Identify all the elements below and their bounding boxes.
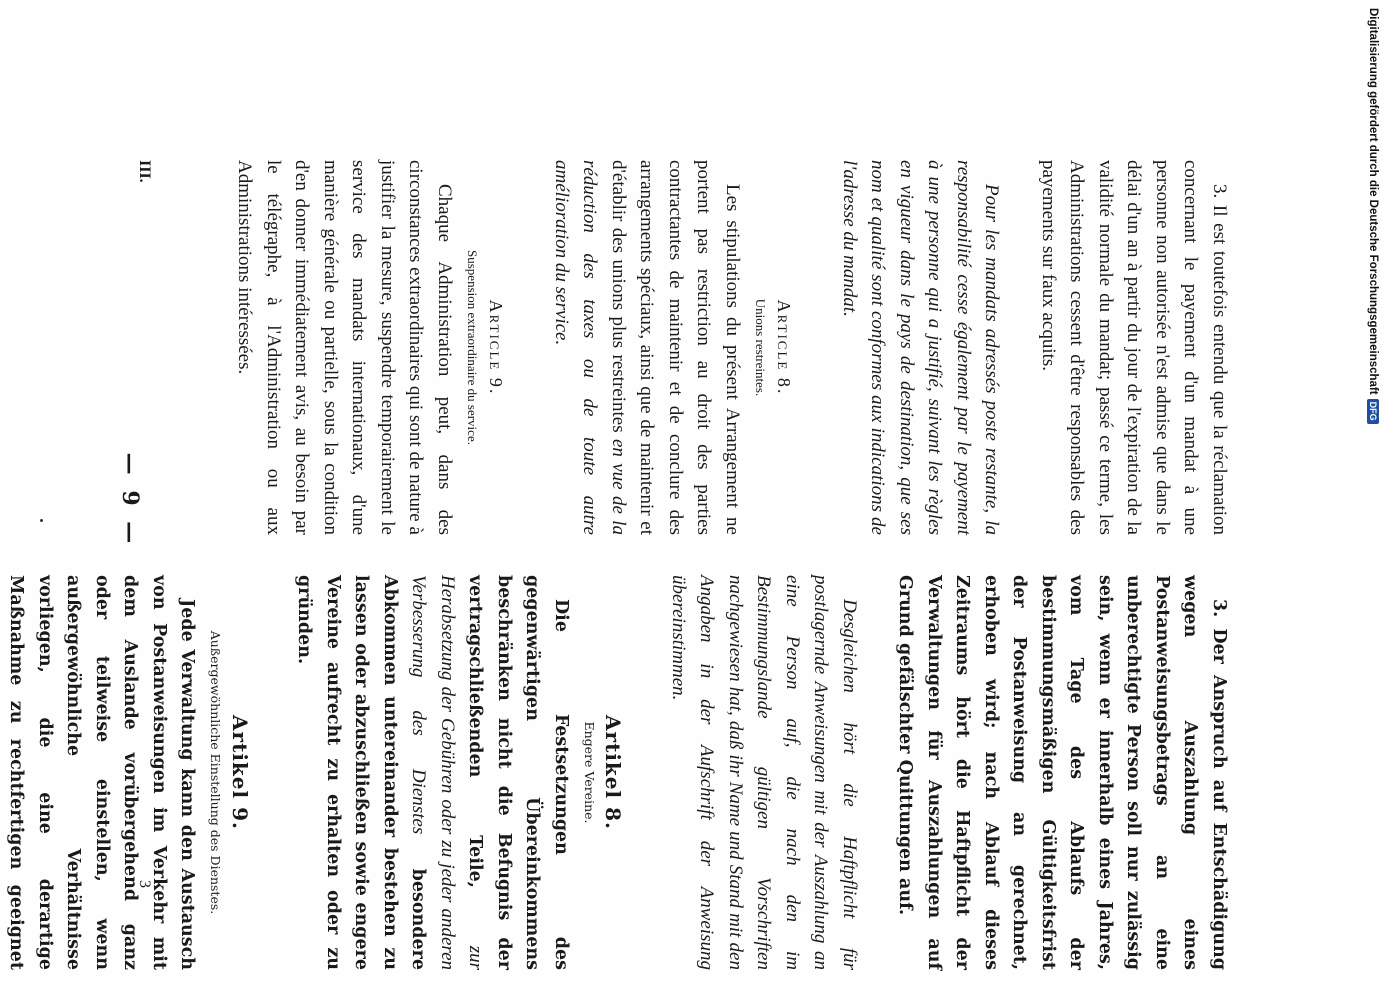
de-article-8-text-a: Die Festsetzungen des gegenwärtigen Übereinkommens beschränken nicht die Befugnis der vertragschließenden Teile, xyxy=(465,575,571,970)
fr-paragraph-poste-restante: Pour les mandats adressés poste restante, la responsabilité cesse également par le payement à une personne qui a justifié, suivant les règles en vigueur dans le pays de destination, que ses nom et qualité sont conformes aux indications de l'adresse du mandat. xyxy=(839,160,1003,535)
de-article-8-title: Artikel 8. xyxy=(601,715,626,830)
fr-article-9-title: Article 9. xyxy=(486,299,507,396)
de-article-8-text-b: besondere Abkommen untereinander bestehen zu lassen oder abzuschließen sowie engere Vereine aufrecht zu erhalten oder zu gründen. xyxy=(294,575,429,971)
signature-mark-left: III. xyxy=(136,160,153,183)
french-column xyxy=(230,160,1233,535)
de-article-8-body xyxy=(290,575,575,970)
page-number: — 9 — xyxy=(117,452,143,548)
scan-speck xyxy=(40,519,43,522)
digitization-credit xyxy=(1359,0,1383,1000)
signature-mark-right: 3 xyxy=(136,880,153,888)
fr-article-8-italic: en vue de la réduction des taxes ou de toute autre amélioration du service. xyxy=(551,160,629,536)
fr-article-8-body xyxy=(547,160,747,535)
de-paragraph-postlagernd: Desgleichen hört die Haftpflicht für postlagernde Anweisungen mit der Auszahlung an eine Person auf, die nach den im Bestimmungslande gültigen Vorschriften nachgewiesen hat, daß ihr Name und Stand mit den Angaben in der Aufschrift der Anweisung übereinstimmen. xyxy=(668,575,860,970)
de-article-8-subtitle: Engere Vereine. xyxy=(582,721,597,824)
credit-text: Digitalisierung gefördert durch die Deutsche Forschungsgemeinschaft xyxy=(1367,8,1379,395)
de-paragraph-3: 3. Der Anspruch auf Entschädigung wegen Auszahlung eines Postanweisungsbetrags an eine unberechtigte Person soll nur zulässig sein, wenn er innerhalb eines Jahres, vom Tage des Ablaufs der bestimmungsmäßigen Gültigkeitsfrist der Postanweisung an gerechnet, erhoben wird; nach Ablauf dieses Zeitraums hört die Haftpflicht der Verwaltungen für Auszahlungen auf Grund gefälschter Quittungen auf. xyxy=(895,575,1229,970)
dfg-logo: DFG xyxy=(1367,399,1379,424)
fr-article-8-title: Article 8. xyxy=(774,299,795,396)
de-article-9-title: Artikel 9. xyxy=(228,715,252,830)
fr-article-9-body: Chaque Administration peut, dans des circonstances extraordinaires qui sont de nature à justifier la mesure, suspendre temporairement le service des mandats internationaux, d'une manière générale ou partielle, sous la condition d'en donner immédiatement avis, au besoin par le télégraphe, à l'Administration ou aux Administrations intéressées. xyxy=(234,160,455,535)
fr-article-9-subtitle: Suspension extraordinaire du service. xyxy=(465,250,480,445)
fr-paragraph-3: 3. Il est toutefois entendu que la réclamation concernant le payement d'un mandat à une personne non autorisée n'est admise que dans le délai d'un an à partir du jour de l'expiration de la validité normale du mandat; passé ce terme, les Administrations cessent d'être responsables des payements sur faux acquits. xyxy=(1038,160,1230,535)
de-article-8-italic: zur Herabsetzung der Gebühren oder zu jeder anderen Verbesserung des Dienstes xyxy=(408,575,487,970)
german-column xyxy=(0,575,1233,970)
de-article-9-body: Jede Verwaltung kann den Austausch von Postanweisungen im Verkehr mit dem Auslande vorübergehend ganz oder teilweise einstellen, wenn außergewöhnliche Verhältnisse vorliegen, die eine derartige Maßnahme zu rechtfertigen geeignet xyxy=(6,575,198,970)
de-article-9-subtitle: Außergewöhnliche Einstellung des Dienstes. xyxy=(208,630,224,915)
fr-article-8-subtitle: Unions restreintes. xyxy=(753,298,768,397)
fr-article-8-text: Les stipulations du présent Arrangement ne portent pas restriction au droit des parties contractantes de maintenir et de conclure des arrangements spéciaux, ainsi que de maintenir et d'établir des unions plus restreintes xyxy=(608,160,743,535)
